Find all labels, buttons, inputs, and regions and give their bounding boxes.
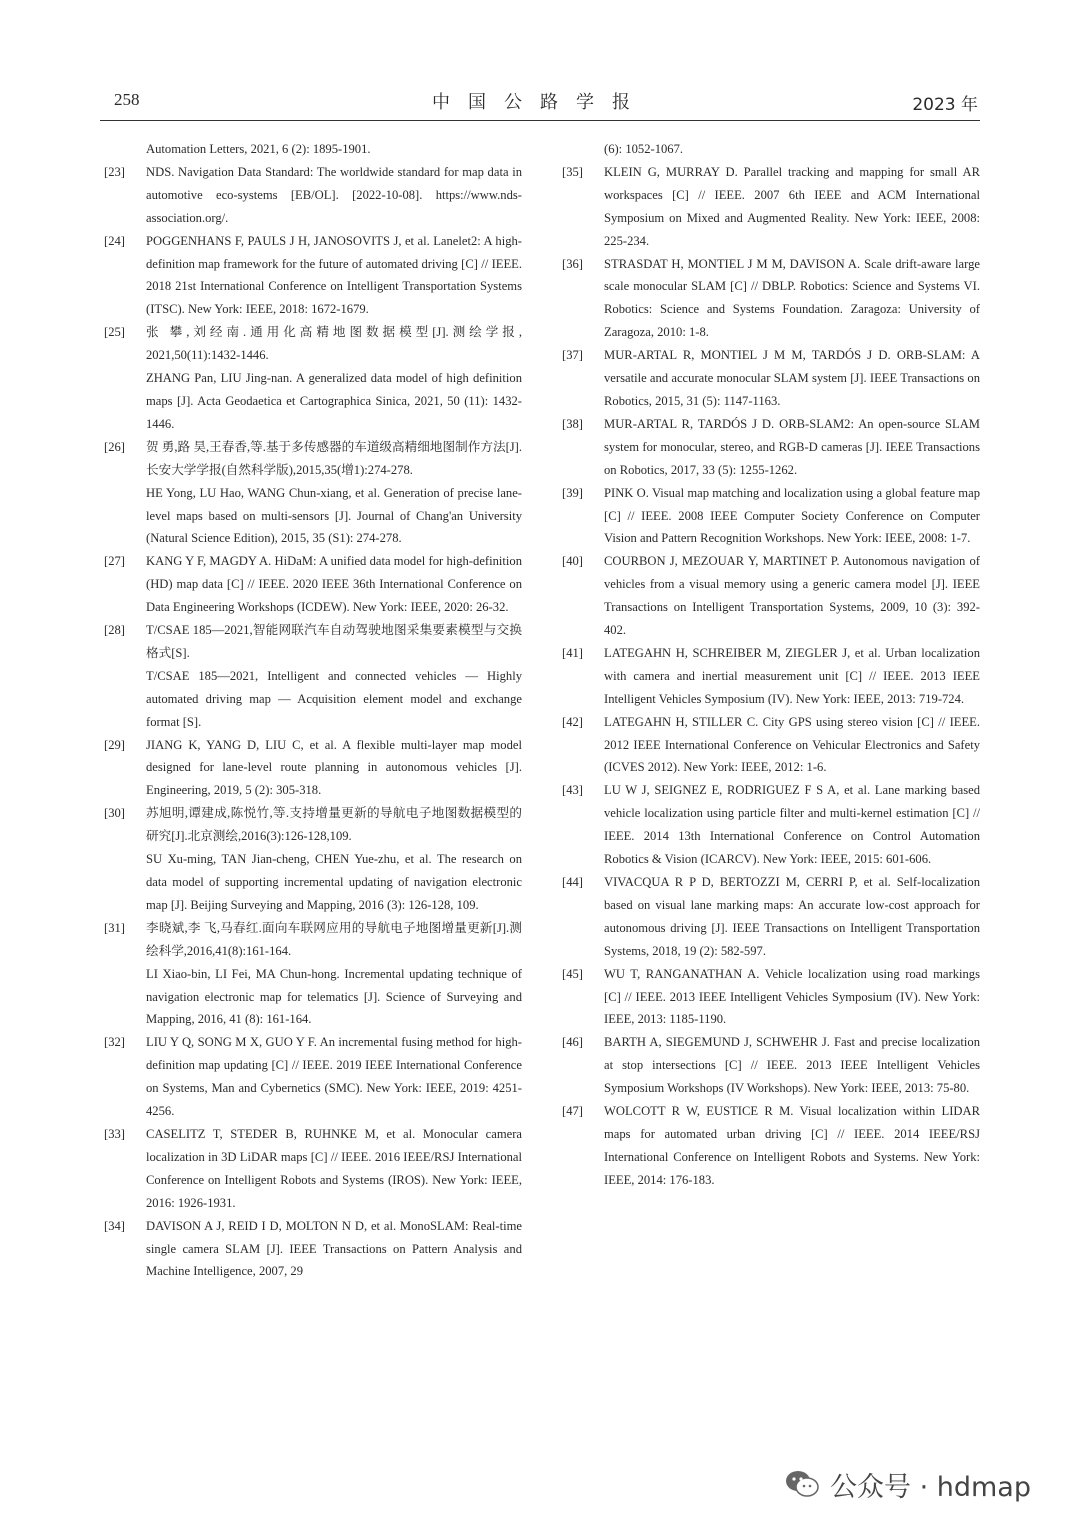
reference-text: KLEIN G, MURRAY D. Parallel tracking and mapping for small AR workspaces [C] // IEEE. 2007 6th IEEE and ACM International Symposium on Mixed and Augmented Reality. New York: IEEE, 2008: 225-234. (604, 164, 980, 248)
reference-item (104, 436, 522, 551)
journal-title: 中国公路学报 (432, 92, 648, 113)
reference-text: STRASDAT H, MONTIEL J M M, DAVISON A. Scale drift-aware large scale monocular SLAM [C] // DBLP. Robotics: Science and Systems VI. Robotics: Science and Systems Foundation. Zaragoza: University of Zaragoza, 2010: 1-8. (604, 256, 980, 340)
reference-text: 贺 勇,路 昊,王春香,等.基于多传感器的车道级高精细地图制作方法[J].长安大学学报(自然科学版),2015,35(增1):274-278. (146, 439, 522, 477)
reference-number: [35] (562, 164, 583, 179)
reference-item (562, 1100, 980, 1192)
reference-text: 李晓斌,李 飞,马春红.面向车联网应用的导航电子地图增量更新[J].测绘科学,2016,41(8):161-164. (146, 920, 522, 958)
reference-text: 张 攀,刘经南.通用化高精地图数据模型[J].测绘学报, 2021,50(11):1432-1446. (146, 325, 522, 363)
right-column (562, 138, 980, 1192)
left-column (104, 138, 522, 1283)
reference-text: LIU Y Q, SONG M X, GUO Y F. An incremental fusing method for high-definition map updating [C] // IEEE. 2019 IEEE International Conference on Systems, Man and Cybernetics (SMC). New York: IEEE, 2019: 4251-4256. (146, 1035, 522, 1119)
reference-number: [39] (562, 485, 583, 500)
reference-text: LU W J, SEIGNEZ E, RODRIGUEZ F S A, et al. Lane marking based vehicle localization using particle filter and multi-kernel estimation [C] // IEEE. 2014 13th International Conference on Control Automation Robotics & Vision (ICARCV). New York: IEEE, 2015: 601-606. (604, 783, 980, 867)
reference-text: 苏旭明,谭建成,陈悦竹,等.支持增量更新的导航电子地图数据模型的研究[J].北京测绘,2016(3):126-128,109. (146, 806, 522, 844)
watermark (784, 1462, 1031, 1506)
reference-item (104, 161, 522, 230)
reference-text: LATEGAHN H, SCHREIBER M, ZIEGLER J, et al. Urban localization with camera and inertial measurement unit [C] // IEEE. 2013 IEEE Intelligent Vehicles Symposium (IV). New York: IEEE, 2013: 719-724. (604, 645, 980, 706)
reference-item (104, 321, 522, 436)
reference-item (104, 550, 522, 619)
reference-number: [26] (104, 439, 125, 454)
reference-item (104, 1215, 522, 1284)
reference-number: [25] (104, 325, 125, 340)
reference-text: BARTH A, SIEGEMUND J, SCHWEHR J. Fast and precise localization at stop intersections [C] // IEEE. 2013 IEEE Intelligent Vehicles Symposium Workshops (IV Workshops). New York: IEEE, 2013: 75-80. (604, 1035, 980, 1096)
reference-number: [46] (562, 1035, 583, 1050)
continuation-text: (6): 1052-1067. (604, 142, 684, 156)
reference-item (562, 711, 980, 780)
reference-text: HE Yong, LU Hao, WANG Chun-xiang, et al. Generation of precise lane-level maps based on multi-sensors [J]. Journal of Chang'an University (Natural Science Edition), 2015, 35 (S1): 274-278. (146, 485, 522, 546)
reference-text: PINK O. Visual map matching and localization using a global feature map [C] // IEEE. 2008 IEEE Computer Society Conference on Computer Vision and Pattern Recognition Workshops. New York: IEEE, 2008: 1-7. (604, 485, 980, 546)
reference-item (562, 963, 980, 1032)
reference-number: [28] (104, 623, 125, 638)
reference-text: SU Xu-ming, TAN Jian-cheng, CHEN Yue-zhu, et al. The research on data model of supporting incremental updating of navigation electronic map [J]. Beijing Surveying and Mapping, 2016 (3): 126-128, 109. (146, 852, 522, 912)
reference-text: NDS. Navigation Data Standard: The worldwide standard for map data in automotive eco-systems [EB/OL]. [2022-10-08]. https://www.nds-association.org/. (146, 164, 522, 225)
reference-number: [42] (562, 714, 583, 729)
reference-text: CASELITZ T, STEDER B, RUHNKE M, et al. Monocular camera localization in 3D LiDAR maps [C] // IEEE. 2016 IEEE/RSJ International Conference on Intelligent Robots and Systems (IROS). New York: IEEE, 2016: 1926-1931. (146, 1126, 522, 1210)
reference-item (562, 779, 980, 871)
reference-item (562, 344, 980, 413)
reference-item (562, 253, 980, 345)
reference-number: [30] (104, 806, 125, 821)
watermark-text: 公众号 · hdmap (830, 1471, 1031, 1503)
reference-item (562, 1031, 980, 1100)
reference-number: [32] (104, 1035, 125, 1050)
page-header (100, 86, 980, 116)
year-label: 2023 年 (912, 95, 978, 115)
reference-number: [41] (562, 645, 583, 660)
reference-text: JIANG K, YANG D, LIU C, et al. A flexible multi-layer map model designed for lane-level route planning in autonomous vehicles [J]. Engineering, 2019, 5 (2): 305-318. (146, 737, 522, 798)
reference-item (562, 482, 980, 551)
reference-text: LI Xiao-bin, LI Fei, MA Chun-hong. Incremental updating technique of navigation electronic map for telematics [J]. Science of Surveying and Mapping, 2016, 41 (8): 161-164. (146, 966, 522, 1027)
reference-number: [23] (104, 164, 125, 179)
reference-item (562, 413, 980, 482)
wechat-icon (784, 1469, 820, 1499)
reference-text: COURBON J, MEZOUAR Y, MARTINET P. Autonomous navigation of vehicles from a visual memory using a generic camera model [J]. IEEE Transactions on Intelligent Transportation Systems, 2009, 10 (3): 392-402. (604, 554, 980, 638)
reference-item (104, 802, 522, 917)
reference-item (104, 1123, 522, 1215)
reference-number: [31] (104, 920, 125, 935)
reference-number: [24] (104, 233, 125, 248)
reference-text: WOLCOTT R W, EUSTICE R M. Visual localization within LIDAR maps for automated urban driving [C] // IEEE. 2014 IEEE/RSJ International Conference on Intelligent Robots and Systems. New York: IEEE, 2014: 176-183. (604, 1104, 980, 1187)
page-number: 258 (114, 90, 140, 109)
reference-text: VIVACQUA R P D, BERTOZZI M, CERRI P, et al. Self-localization based on visual lane marking maps: An accurate low-cost approach for autonomous driving [J]. IEEE Transactions on Intelligent Transportation Systems, 2018, 19 (2): 582-597. (604, 875, 980, 958)
reference-item (104, 230, 522, 322)
reference-item (104, 734, 522, 803)
reference-text: POGGENHANS F, PAULS J H, JANOSOVITS J, et al. Lanelet2: A high-definition map framework for the future of automated driving [C] // IEEE. 2018 21st International Conference on Intelligent Transportation Systems (ITSC). New York: IEEE, 2018: 1672-1679. (146, 233, 522, 317)
reference-text: MUR-ARTAL R, TARDÓS J D. ORB-SLAM2: An open-source SLAM system for monocular, stereo, and RGB-D cameras [J]. IEEE Transactions on Robotics, 2017, 33 (5): 1255-1262. (604, 416, 980, 477)
reference-item (104, 1031, 522, 1123)
reference-item (562, 871, 980, 963)
header-rule (100, 120, 980, 121)
reference-number: [43] (562, 783, 583, 798)
reference-text: DAVISON A J, REID I D, MOLTON N D, et al. MonoSLAM: Real-time single camera SLAM [J]. IEEE Transactions on Pattern Analysis and Machine Intelligence, 2007, 29 (146, 1218, 522, 1279)
reference-text: ZHANG Pan, LIU Jing-nan. A generalized data model of high definition maps [J]. Acta Geodaetica et Cartographica Sinica, 2021, 50 (11): 1432-1446. (146, 371, 522, 431)
reference-number: [44] (562, 875, 583, 889)
reference-text: MUR-ARTAL R, MONTIEL J M M, TARDÓS J D. ORB-SLAM: A versatile and accurate monocular SLAM system [J]. IEEE Transactions on Robotics, 2015, 31 (5): 1147-1163. (604, 348, 980, 408)
reference-number: [34] (104, 1218, 125, 1233)
reference-text: LATEGAHN H, STILLER C. City GPS using stereo vision [C] // IEEE. 2012 IEEE International Conference on Vehicular Electronics and Safety (ICVES 2012). New York: IEEE, 2012: 1-6. (604, 714, 980, 775)
reference-item (562, 550, 980, 642)
reference-item (562, 642, 980, 711)
reference-text: T/CSAE 185—2021,智能网联汽车自动驾驶地图采集要素模型与交换格式[S]. (146, 623, 522, 660)
reference-number: [40] (562, 554, 583, 569)
reference-text: T/CSAE 185—2021, Intelligent and connected vehicles — Highly automated driving map — Acquisition element model and exchange format [S]. (146, 668, 522, 729)
reference-item (104, 917, 522, 1032)
reference-number: [36] (562, 256, 583, 271)
reference-number: [27] (104, 554, 125, 569)
reference-number: [29] (104, 737, 125, 752)
reference-number: [37] (562, 348, 583, 363)
reference-number: [33] (104, 1126, 125, 1141)
reference-number: [38] (562, 416, 583, 431)
reference-number: [47] (562, 1104, 583, 1119)
continuation-text: Automation Letters, 2021, 6 (2): 1895-1901. (146, 142, 371, 156)
reference-number: [45] (562, 966, 583, 981)
reference-item (562, 161, 980, 253)
reference-text: WU T, RANGANATHAN A. Vehicle localization using road markings [C] // IEEE. 2013 IEEE Intelligent Vehicles Symposium (IV). New York: IEEE, 2013: 1185-1190. (604, 966, 980, 1027)
reference-item (104, 619, 522, 734)
reference-text: KANG Y F, MAGDY A. HiDaM: A unified data model for high-definition (HD) map data [C] // IEEE. 2020 IEEE 36th International Conference on Data Engineering Workshops (ICDEW). New York: IEEE, 2020: 26-32. (146, 554, 522, 615)
